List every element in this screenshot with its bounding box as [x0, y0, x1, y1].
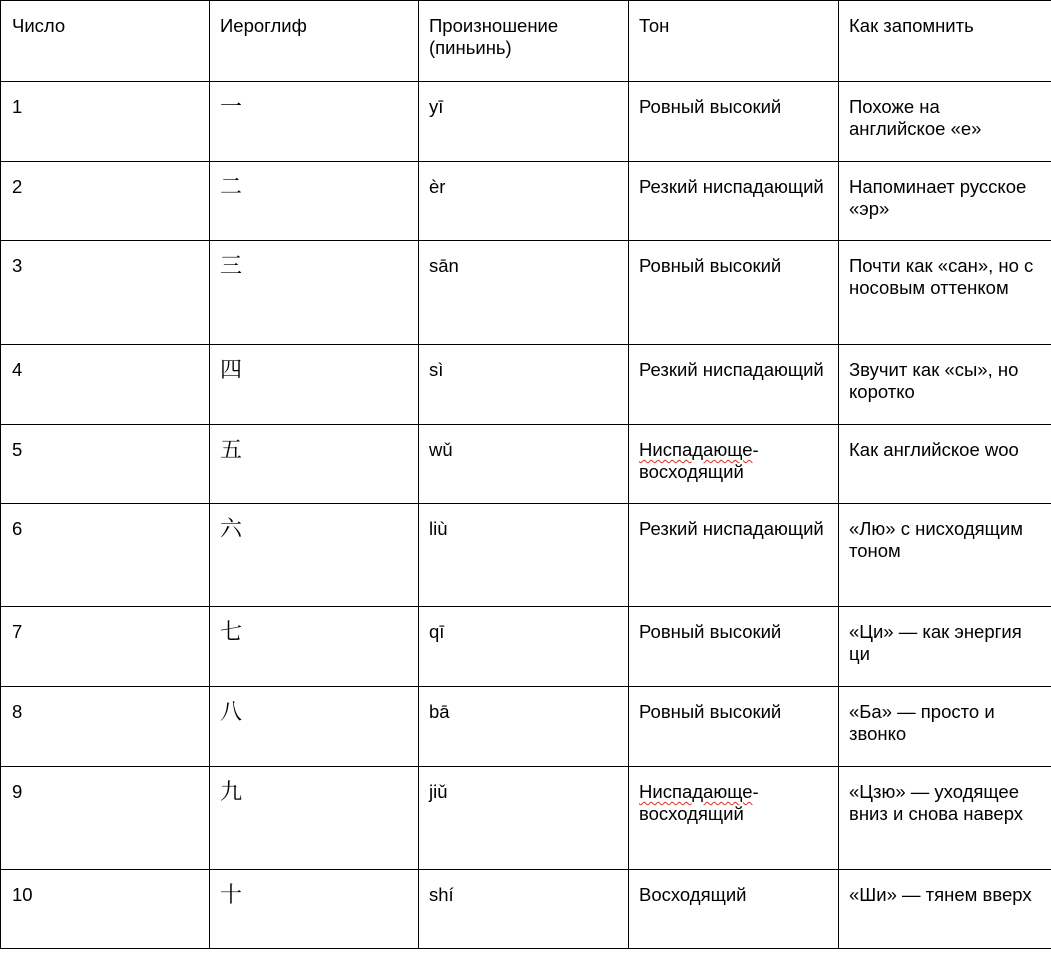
- cell-tone: [629, 345, 839, 425]
- cell-mnemonic: «Ши» — тянем вверх: [839, 870, 1051, 949]
- cell-tone: [629, 241, 839, 345]
- table-row: [1, 425, 1051, 504]
- tone-text: Резкий ниспадающий: [639, 518, 824, 539]
- cell-pinyin: bā: [419, 687, 629, 767]
- cell-number: 6: [1, 504, 210, 607]
- cell-hieroglyph: 六: [210, 504, 419, 607]
- cell-tone: [629, 162, 839, 241]
- header-mnemonic: Как запомнить: [839, 1, 1051, 82]
- table-row: [1, 687, 1051, 767]
- cell-hieroglyph: 四: [210, 345, 419, 425]
- tone-text: Ниспадающе: [639, 439, 753, 460]
- cell-pinyin: yī: [419, 82, 629, 162]
- cell-mnemonic: Похоже на английское «e»: [839, 82, 1051, 162]
- tone-text: Ровный высокий: [639, 96, 782, 117]
- cell-number: 10: [1, 870, 210, 949]
- table-row: [1, 241, 1051, 345]
- cell-pinyin: liù: [419, 504, 629, 607]
- cell-tone: [629, 687, 839, 767]
- cell-hieroglyph: 十: [210, 870, 419, 949]
- cell-tone: [629, 82, 839, 162]
- cell-hieroglyph: 五: [210, 425, 419, 504]
- cell-tone: [629, 504, 839, 607]
- header-hieroglyph: Иероглиф: [210, 1, 419, 82]
- tone-text: Ниспадающе: [639, 781, 753, 802]
- header-tone: Тон: [629, 1, 839, 82]
- cell-pinyin: shí: [419, 870, 629, 949]
- cell-mnemonic: Напоминает русское «эр»: [839, 162, 1051, 241]
- tone-text: Восходящий: [639, 884, 747, 905]
- tone-text-suffix: -восходящий: [639, 781, 759, 824]
- cell-number: 8: [1, 687, 210, 767]
- cell-number: 9: [1, 767, 210, 870]
- cell-pinyin: sì: [419, 345, 629, 425]
- cell-pinyin: wǔ: [419, 425, 629, 504]
- cell-number: 1: [1, 82, 210, 162]
- cell-pinyin: èr: [419, 162, 629, 241]
- tone-text: Ровный высокий: [639, 621, 782, 642]
- cell-hieroglyph: 七: [210, 607, 419, 687]
- cell-tone: [629, 870, 839, 949]
- cell-mnemonic: Почти как «сан», но с носовым оттенком: [839, 241, 1051, 345]
- cell-number: 5: [1, 425, 210, 504]
- cell-number: 4: [1, 345, 210, 425]
- cell-hieroglyph: 八: [210, 687, 419, 767]
- cell-pinyin: qī: [419, 607, 629, 687]
- cell-hieroglyph: 三: [210, 241, 419, 345]
- tone-text: Резкий ниспадающий: [639, 176, 824, 197]
- table-row: [1, 82, 1051, 162]
- cell-mnemonic: Как английское woo: [839, 425, 1051, 504]
- cell-mnemonic: Звучит как «сы», но коротко: [839, 345, 1051, 425]
- tone-text: Ровный высокий: [639, 701, 782, 722]
- cell-hieroglyph: 二: [210, 162, 419, 241]
- cell-hieroglyph: 一: [210, 82, 419, 162]
- cell-mnemonic: «Ба» — просто и звонко: [839, 687, 1051, 767]
- cell-mnemonic: «Лю» с нисходящим тоном: [839, 504, 1051, 607]
- header-pronunciation: Произношение (пиньинь): [419, 1, 629, 82]
- cell-pinyin: sān: [419, 241, 629, 345]
- cell-pinyin: jiǔ: [419, 767, 629, 870]
- cell-tone: [629, 425, 839, 504]
- table-row: [1, 607, 1051, 687]
- table-row: [1, 767, 1051, 870]
- cell-number: 7: [1, 607, 210, 687]
- table-header-row: [1, 1, 1051, 82]
- header-number: Число: [1, 1, 210, 82]
- table-row: [1, 870, 1051, 949]
- tone-text: Ровный высокий: [639, 255, 782, 276]
- cell-number: 2: [1, 162, 210, 241]
- cell-tone: [629, 767, 839, 870]
- cell-mnemonic: «Цзю» — уходящее вниз и снова наверх: [839, 767, 1051, 870]
- cell-tone: [629, 607, 839, 687]
- table-row: [1, 345, 1051, 425]
- table-row: [1, 504, 1051, 607]
- tone-text: Резкий ниспадающий: [639, 359, 824, 380]
- cell-number: 3: [1, 241, 210, 345]
- cell-hieroglyph: 九: [210, 767, 419, 870]
- cell-mnemonic: «Ци» — как энергия ци: [839, 607, 1051, 687]
- table-row: [1, 162, 1051, 241]
- tone-text-suffix: -восходящий: [639, 439, 759, 482]
